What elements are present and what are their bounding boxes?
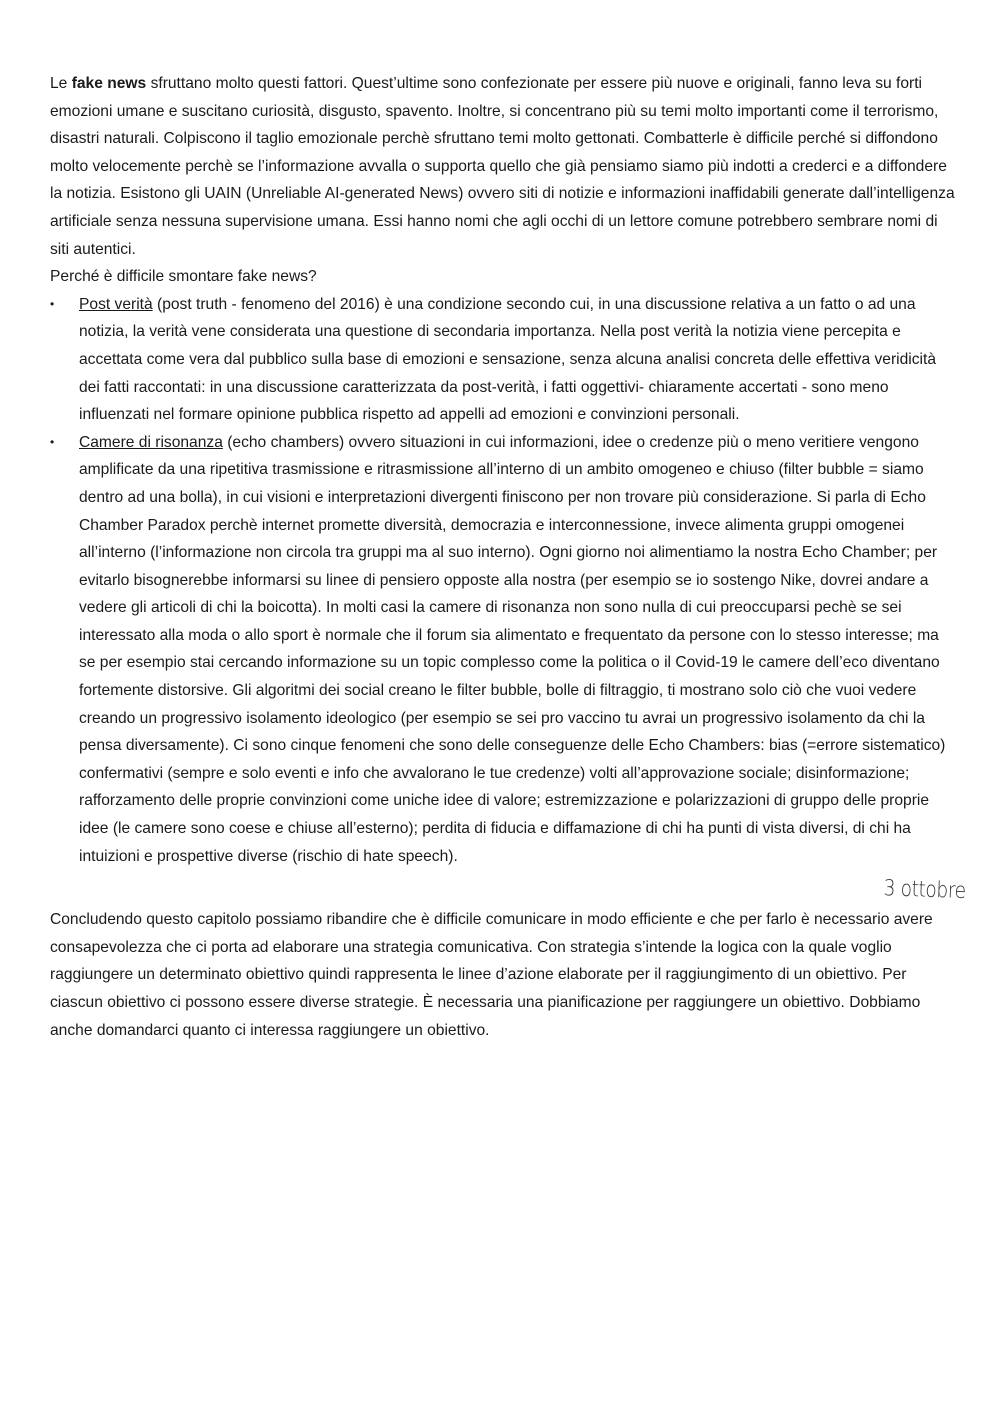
bullet-text: (post truth - fenomeno del 2016) è una condizione secondo cui, in una discussione relativa a un fatto o ad una notizia, la verità vene considerata una questione di secondaria importanza. Nella post verità la notizia viene percepita e accettata come vera dal pubblico sulla base di emozioni e sensazione, senza alcuna analisi concreta delle effettiva veridicità dei fatti raccontati: in una discussione caratterizzata da post-verità, i fatti oggettivi- chiaramente accertati - sono meno influenzati nel formare opinione pubblica rispetto ad appelli ad emozioni e convinzioni personali.: [79, 295, 937, 424]
bullet-text: (echo chambers) ovvero situazioni in cui informazioni, idee o credenze più o meno veritiere vengono amplificate da una ripetitiva trasmissione e ritrasmissione all’interno di un ambito omogeneo e chiuso (filter bubble = siamo dentro ad una bolla), in cui visioni e interpretazioni divergenti finiscono per non trovare più considerazione. Si parla di Echo Chamber Paradox perchè internet promette diversità, democrazia e interconnessione, invece alimenta gruppi omogenei all’interno (l’informazione non circola tra gruppi ma al suo interno). Ogni giorno noi alimentiamo la nostra Echo Chamber; per evitarlo bisognerebbe informarsi su linee di pensiero opposte alla nostra (per esempio se io sostengo Nike, dovrei andare a vedere gli articoli di chi la boicotta). In molti casi la camere di risonanza non sono nulla di cui preoccuparsi pechè se sei interessato alla moda o allo sport è normale che il forum sia alimentato e frequentato da persone con lo stesso interesse; ma se per esempio stai cercando informazione su un topic complesso come la politica o il Covid-19 le camere dell’eco diventano fortemente distorsive. Gli algoritmi dei social creano le filter bubble, bolle di filtraggio, ti mostrano solo ciò che vuoi vedere creando un progressivo isolamento ideologico (per esempio se sei pro vaccino tu avrai un progressivo isolamento da chi la pensa diversamente). Ci sono cinque fenomeni che sono delle conseguenze delle Echo Chambers: bias (=errore sistematico) confermativi (sempre e solo eventi e info che avvalorano le tue credenze) volti all’approvazione sociale; disinformazione; rafforzamento delle proprie convinzioni come uniche idee di valore; estremizzazione e polarizzazioni di gruppo delle proprie idee (le camere sono coese e chiuse all’esterno); perdita di fiducia e diffamazione di chi ha punti di vista diversi, di chi ha intuizioni e prospettive diverse (rischio di hate speech).: [79, 433, 946, 865]
question-line: Perché è difficile smontare fake news?: [50, 268, 317, 286]
bullet-term: Camere di risonanza: [79, 433, 223, 451]
bullet-term: Post verità: [79, 295, 153, 313]
conclusion-paragraph: Concludendo questo capitolo possiamo ribandire che è difficile comunicare in modo efficiente e che per farlo è necessario avere consapevolezza che ci porta ad elaborare una strategia comunicativa. Con strategia s’intende la logica con la quale voglio raggiungere un determinato obiettivo quindi rappresenta le linee d’azione elaborate per il raggiungimento di un obiettivo. Per ciascun obiettivo ci possono essere diverse strategie. È necessaria una pianificazione per raggiungere un obiettivo. Dobbiamo anche domandarci quanto ci interessa raggiungere un obiettivo.: [50, 911, 933, 1039]
intro-body: sfruttano molto questi fattori. Quest’ultime sono confezionate per essere più nuove e originali, fanno leva su forti emozioni umane e suscitano curiosità, disgusto, spavento. Inoltre, si concentrano più su temi molto importanti come il terrorismo, disastri naturali. Colpiscono il taglio emozionale perchè sfruttano temi molto gettonati. Combatterle è difficile perché si diffondono molto velocemente perchè se l’informazione avvalla o supporta quello che già pensiamo siamo più indotti a crederci e a diffondere la notizia. Esistono gli UAIN (Unreliable AI-generated News) ovvero siti di notizie e informazioni inaffidabili generate dall’intelligenza artificiale senza nessuna supervisione umana. Essi hanno nomi che agli occhi di un lettore comune potrebbero sembrare nomi di siti autentici.: [50, 75, 955, 258]
document-page: [50, 70, 955, 1044]
intro-lead: Le: [50, 75, 72, 92]
fake-news-term: fake news: [71, 75, 147, 92]
bullet-list: [50, 291, 955, 870]
bullet-item-camere-di-risonanza: [50, 429, 955, 871]
bullet-icon: •: [50, 296, 55, 311]
bullet-item-post-verita: [50, 291, 955, 429]
handwritten-date-note: 3 ottobre: [883, 876, 967, 904]
intro-paragraph: [50, 70, 955, 263]
bullet-icon: •: [50, 434, 55, 449]
